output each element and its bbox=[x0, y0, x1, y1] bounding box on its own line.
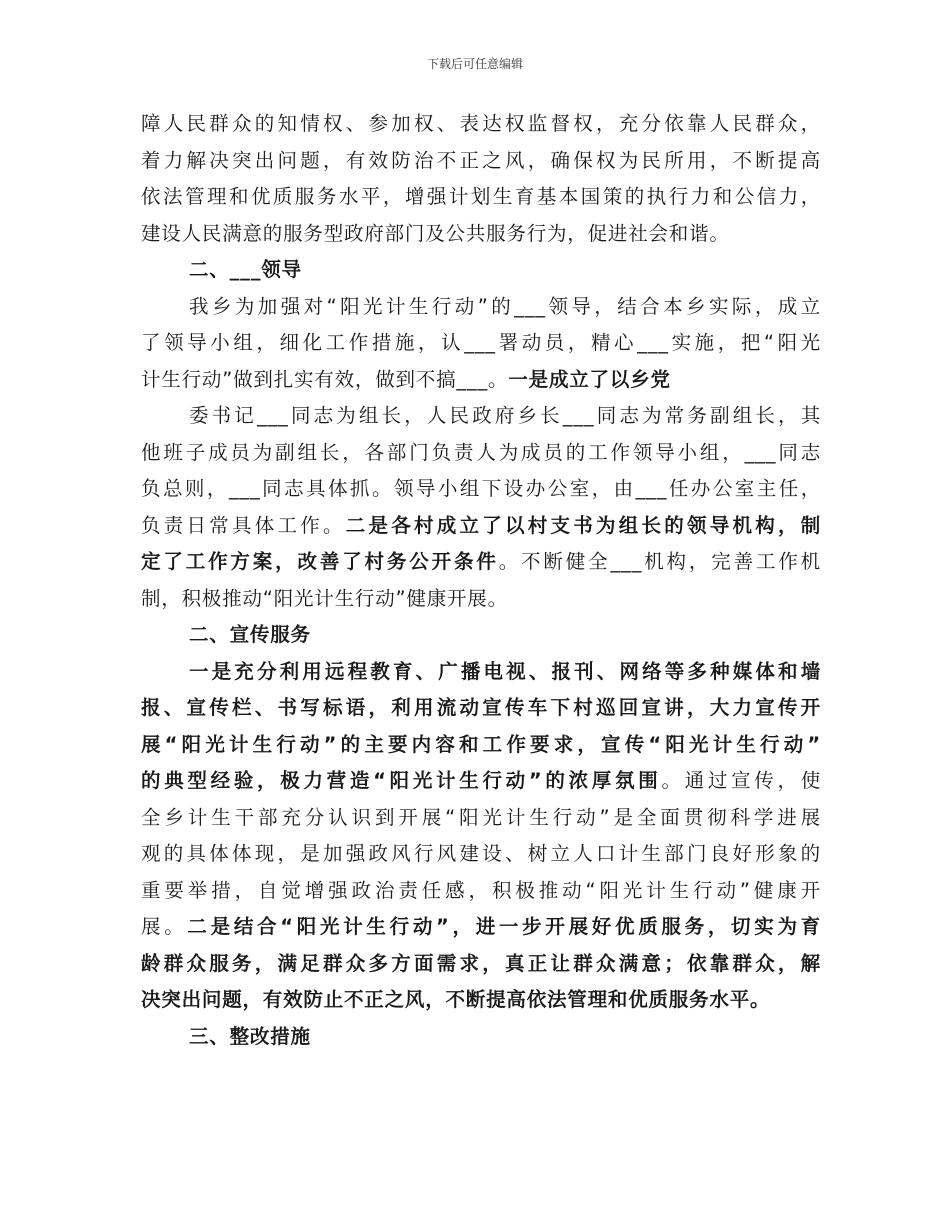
text-segment: 着力解决突出问题，有效防治不正之风，确保权为民所用，不断提高 bbox=[141, 148, 821, 172]
text-line bbox=[141, 581, 821, 618]
text-line bbox=[141, 179, 821, 216]
bold-text-segment: 的典型经验，极力营造“阳光计生行动”的浓厚氛围 bbox=[141, 769, 662, 792]
text-line bbox=[141, 398, 821, 435]
text-line bbox=[141, 471, 821, 508]
text-line bbox=[141, 325, 821, 362]
bold-text-segment: 一是成立了以乡党 bbox=[508, 367, 671, 391]
text-line bbox=[141, 909, 821, 946]
text-line bbox=[141, 617, 821, 654]
text-line bbox=[141, 362, 821, 399]
text-line bbox=[141, 289, 821, 326]
text-segment: 。不断健全___机构，完善工作机 bbox=[498, 550, 821, 573]
text-line bbox=[141, 106, 821, 143]
text-line bbox=[141, 143, 821, 180]
text-line bbox=[141, 216, 821, 253]
bold-text-segment: 三、整改措施 bbox=[189, 1024, 311, 1048]
text-segment: 计生行动”做到扎实有效，做到不搞___。 bbox=[141, 367, 509, 391]
bold-text-segment: 龄群众服务，满足群众多方面需求，真正让群众满意；依靠群众，解 bbox=[141, 951, 821, 975]
text-line bbox=[141, 873, 821, 910]
text-line bbox=[141, 544, 821, 581]
text-segment: 负责日常具体工作。 bbox=[141, 513, 346, 537]
text-line bbox=[141, 435, 821, 472]
text-segment: 全乡计生干部充分认识到开展“阳光计生行动”是全面贯彻科学进展 bbox=[141, 805, 821, 829]
page-header: 下载后可任意编辑 bbox=[426, 57, 523, 71]
bold-text-segment: 二是结合“阳光计生行动”，进一步开展好优质服务，切实为育 bbox=[187, 915, 821, 938]
text-line bbox=[141, 508, 821, 545]
text-line bbox=[141, 1019, 821, 1056]
text-segment: 制，积极推动“阳光计生行动”健康开展。 bbox=[141, 586, 508, 610]
text-segment: 建设人民满意的服务型政府部门及公共服务行为，促进社会和谐。 bbox=[141, 221, 730, 245]
bold-text-segment: 决突出问题，有效防止不正之风，不断提高依法管理和优质服务水平。 bbox=[141, 988, 771, 1011]
text-segment: 负总则，___同志具体抓。领导小组下设办公室，由___任办公室主任， bbox=[141, 477, 821, 500]
text-segment: 障人民群众的知情权、参加权、表达权监督权，充分依靠人民群众， bbox=[141, 112, 821, 135]
text-line bbox=[141, 836, 821, 873]
text-line bbox=[141, 800, 821, 837]
text-line bbox=[141, 982, 821, 1019]
text-segment: 。通过宣传，使 bbox=[661, 769, 821, 792]
bold-text-segment: 二、___领导 bbox=[189, 258, 302, 281]
bold-text-segment: 二、宣传服务 bbox=[189, 623, 311, 646]
text-segment: 重要举措，自觉增强政治责任感，积极推动“阳光计生行动”健康开 bbox=[141, 878, 821, 902]
bold-text-segment: 一是充分利用远程教育、广播电视、报刊、网络等多种媒体和墙 bbox=[189, 659, 821, 683]
text-line bbox=[141, 654, 821, 691]
text-segment: 依法管理和优质服务水平，增强计划生育基本国策的执行力和公信力， bbox=[141, 185, 821, 208]
text-segment: 展。 bbox=[141, 915, 188, 938]
text-line bbox=[141, 763, 821, 800]
text-line bbox=[141, 727, 821, 764]
bold-text-segment: 报、宣传栏、书写标语，利用流动宣传车下村巡回宣讲，大力宣传开 bbox=[141, 696, 821, 719]
text-line bbox=[141, 946, 821, 983]
text-segment: 委书记___同志为组长，人民政府乡长___同志为常务副组长，其 bbox=[189, 404, 821, 427]
bold-text-segment: 展“阳光计生行动”的主要内容和工作要求，宣传“阳光计生行动” bbox=[141, 732, 821, 756]
text-segment: 我乡为加强对“阳光计生行动”的___领导，结合本乡实际，成立 bbox=[189, 294, 821, 318]
text-segment: 观的具体体现，是加强政风行风建设、树立人口计生部门良好形象的 bbox=[141, 842, 821, 865]
text-line bbox=[141, 690, 821, 727]
text-segment: 他班子成员为副组长，各部门负责人为成员的工作领导小组，___同志 bbox=[141, 440, 821, 464]
text-segment: 了领导小组，细化工作措施，认___署动员，精心___实施，把“阳光 bbox=[141, 331, 821, 354]
bold-text-segment: 定了工作方案，改善了村务公开条件 bbox=[141, 550, 499, 573]
document-body bbox=[141, 106, 821, 1055]
bold-text-segment: 二是各村成立了以村支书为组长的领导机构，制 bbox=[345, 513, 821, 537]
text-line bbox=[141, 252, 821, 289]
